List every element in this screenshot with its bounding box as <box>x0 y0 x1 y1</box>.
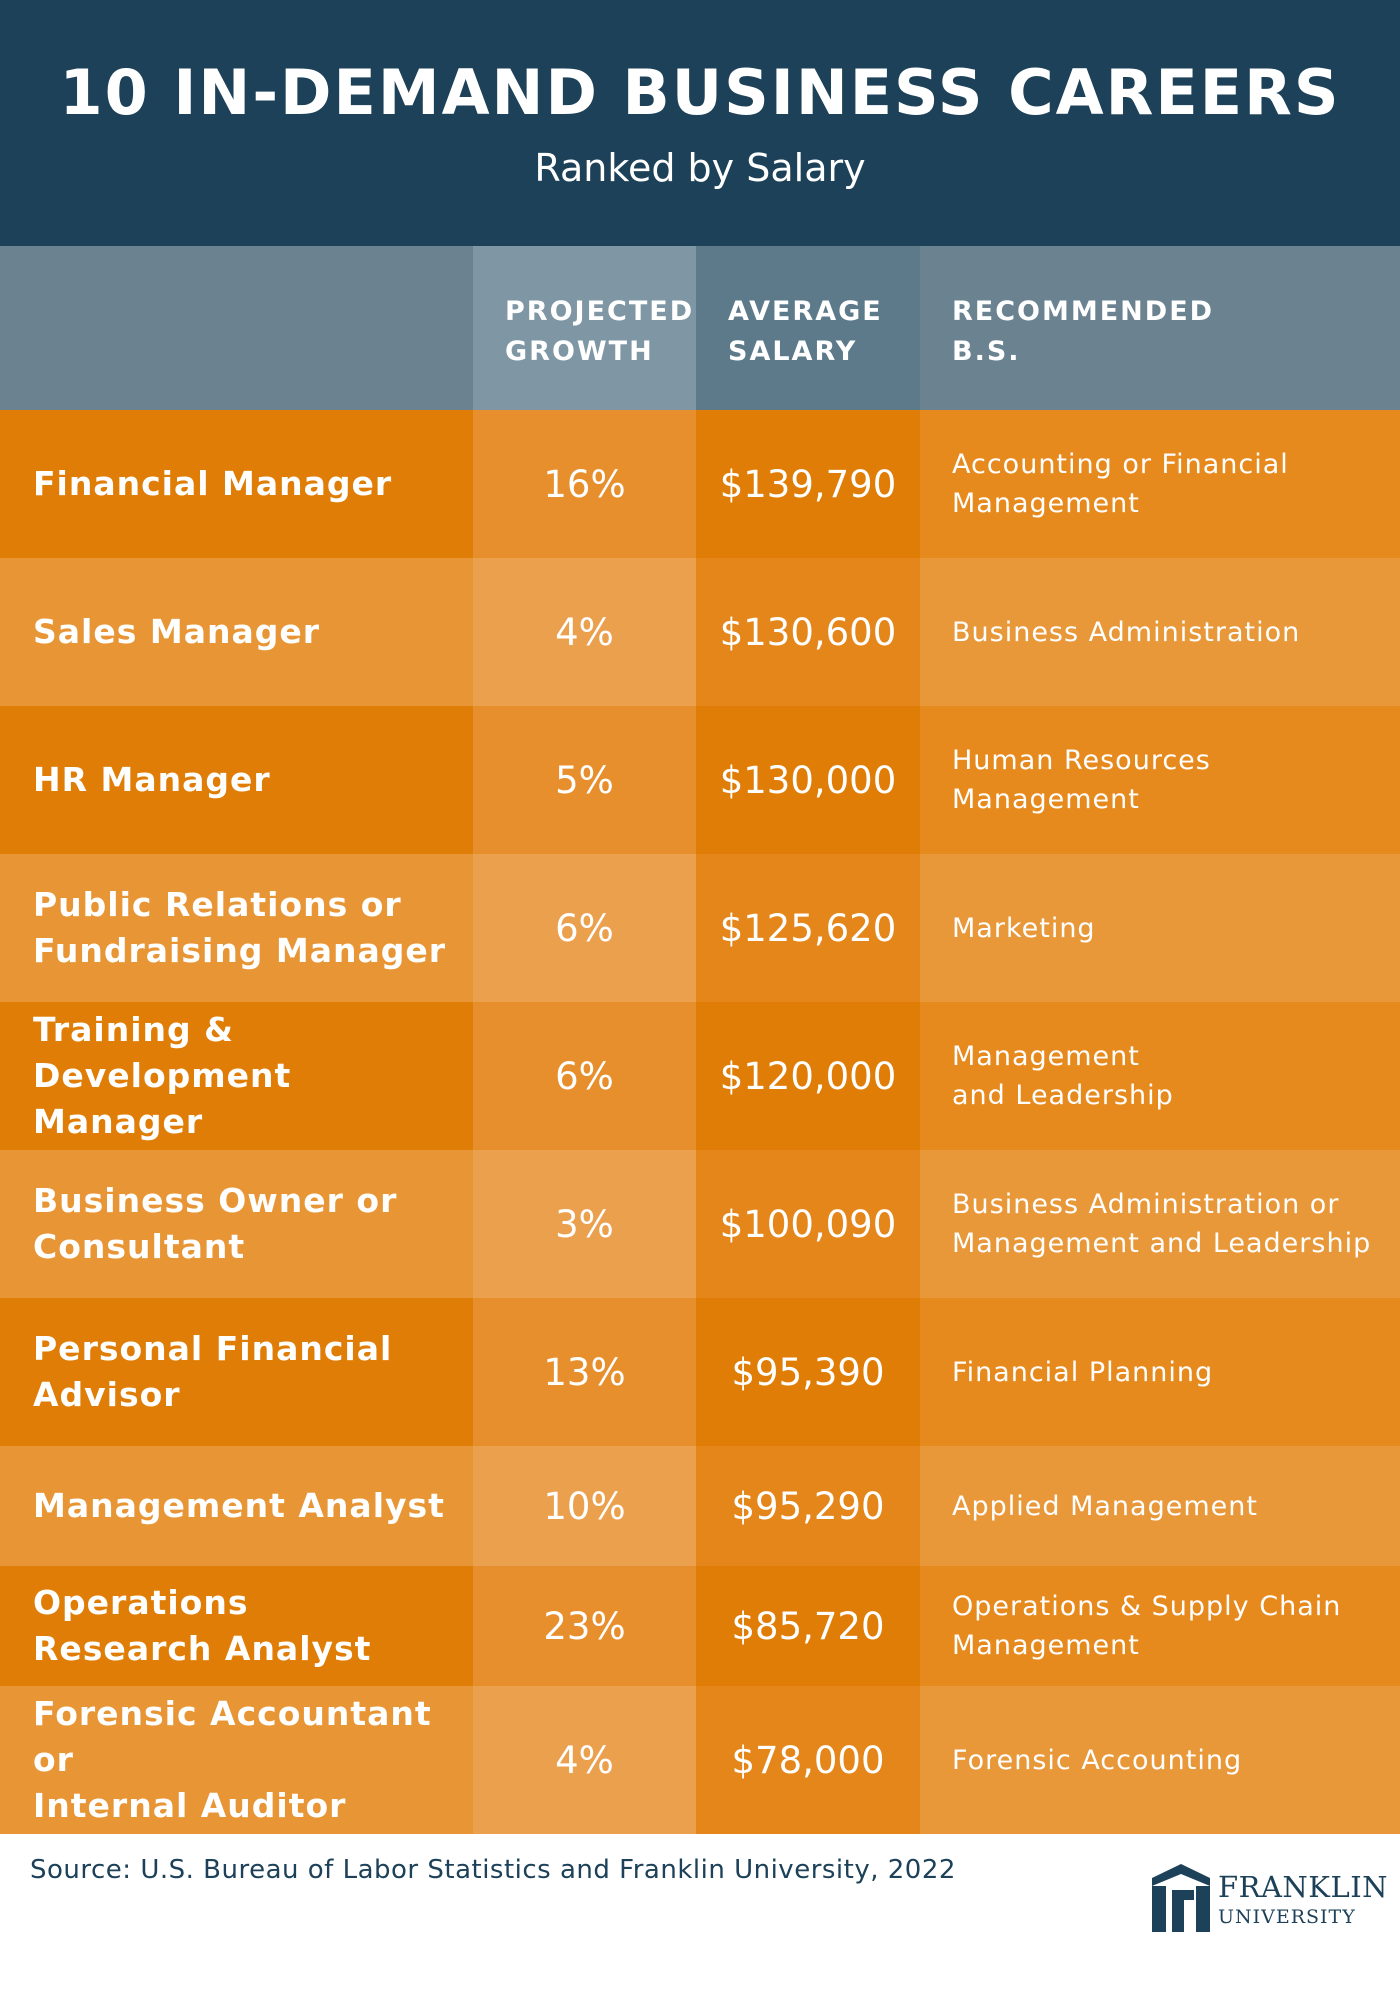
column-header-salary-line: AVERAGE <box>728 296 883 327</box>
career-name-cell <box>0 558 473 706</box>
recommended-bs: Business Administration or <box>952 1189 1340 1220</box>
table-row <box>0 410 1400 558</box>
career-name: Research Analyst <box>33 1629 372 1668</box>
career-name: Financial Manager <box>33 464 393 503</box>
career-name: HR Manager <box>33 760 271 799</box>
average-salary-cell: $125,620 <box>696 854 920 1002</box>
career-name: Advisor <box>33 1375 181 1414</box>
recommended-bs: Management <box>952 1041 1140 1072</box>
average-salary-cell: $85,720 <box>696 1566 920 1686</box>
recommended-bs: Management <box>952 488 1140 519</box>
column-header-bs-line: RECOMMENDED <box>952 296 1215 327</box>
career-name: Internal Auditor <box>33 1786 347 1825</box>
projected-growth-cell: 6% <box>473 1002 696 1150</box>
average-salary-cell: $130,000 <box>696 706 920 854</box>
franklin-logo-icon <box>1148 1860 1214 1932</box>
logo-text-university: UNIVERSITY <box>1218 1906 1356 1928</box>
table-row <box>0 1002 1400 1150</box>
source-note: Source: U.S. Bureau of Labor Statistics and Franklin University, 2022 <box>30 1855 956 1885</box>
recommended-bs-cell <box>920 558 1400 706</box>
table-row <box>0 706 1400 854</box>
recommended-bs: Business Administration <box>952 616 1301 648</box>
recommended-bs: Forensic Accounting <box>952 1744 1243 1776</box>
franklin-logo <box>1148 1856 1389 1932</box>
projected-growth-cell: 16% <box>473 410 696 558</box>
recommended-bs: Human Resources <box>952 745 1211 776</box>
career-name-cell <box>0 706 473 854</box>
column-header-bs-line: B.S. <box>952 336 1021 367</box>
projected-growth-cell: 23% <box>473 1566 696 1686</box>
projected-growth-cell: 13% <box>473 1298 696 1446</box>
table-row <box>0 1566 1400 1686</box>
recommended-bs-cell <box>920 1566 1400 1686</box>
recommended-bs-cell <box>920 1686 1400 1834</box>
column-header-career <box>0 246 473 410</box>
projected-growth-cell: 3% <box>473 1150 696 1298</box>
career-name: Development Manager <box>33 1056 292 1141</box>
projected-growth-cell: 10% <box>473 1446 696 1566</box>
projected-growth-cell: 4% <box>473 558 696 706</box>
career-name: Operations <box>33 1583 249 1622</box>
average-salary-cell: $95,390 <box>696 1298 920 1446</box>
projected-growth-cell: 4% <box>473 1686 696 1834</box>
career-name: Forensic Accountant or <box>33 1694 432 1779</box>
recommended-bs-cell <box>920 706 1400 854</box>
logo-text-franklin: FRANKLIN <box>1218 1870 1389 1904</box>
career-name-cell <box>0 1566 473 1686</box>
recommended-bs: Operations & Supply Chain <box>952 1591 1342 1622</box>
projected-growth-cell: 6% <box>473 854 696 1002</box>
table-row <box>0 558 1400 706</box>
career-name: Training & <box>33 1010 234 1049</box>
career-name-cell <box>0 410 473 558</box>
table-row <box>0 1686 1400 1834</box>
column-header-salary-line: SALARY <box>728 336 858 367</box>
table-row <box>0 1298 1400 1446</box>
recommended-bs: Accounting or Financial <box>952 449 1289 480</box>
recommended-bs-cell <box>920 854 1400 1002</box>
table-row <box>0 1150 1400 1298</box>
recommended-bs-cell <box>920 1446 1400 1566</box>
career-name-cell <box>0 1150 473 1298</box>
recommended-bs-cell <box>920 1002 1400 1150</box>
recommended-bs: Management <box>952 1630 1140 1661</box>
page-subtitle: Ranked by Salary <box>534 146 866 190</box>
recommended-bs: and Leadership <box>952 1080 1174 1111</box>
recommended-bs: Applied Management <box>952 1490 1258 1522</box>
table-row <box>0 854 1400 1002</box>
career-name-cell <box>0 1002 473 1150</box>
average-salary-cell: $100,090 <box>696 1150 920 1298</box>
column-header-recommended-bs <box>920 246 1400 410</box>
average-salary-cell: $120,000 <box>696 1002 920 1150</box>
recommended-bs: Management and Leadership <box>952 1228 1372 1259</box>
column-header-salary <box>696 246 920 410</box>
column-header-growth-line: GROWTH <box>505 336 654 367</box>
career-name: Public Relations or <box>33 885 402 924</box>
average-salary-cell: $95,290 <box>696 1446 920 1566</box>
average-salary-cell: $78,000 <box>696 1686 920 1834</box>
recommended-bs: Management <box>952 784 1140 815</box>
page-title: 10 IN-DEMAND BUSINESS CAREERS <box>59 56 1341 129</box>
average-salary-cell: $139,790 <box>696 410 920 558</box>
average-salary-cell: $130,600 <box>696 558 920 706</box>
column-header-growth-line: PROJECTED <box>505 296 695 327</box>
recommended-bs: Marketing <box>952 912 1096 944</box>
page-header <box>0 0 1400 246</box>
career-name: Personal Financial <box>33 1329 393 1368</box>
column-header-row <box>0 246 1400 410</box>
career-name: Consultant <box>33 1227 246 1266</box>
career-name: Management Analyst <box>33 1486 445 1525</box>
career-name-cell <box>0 1298 473 1446</box>
table-row <box>0 1446 1400 1566</box>
recommended-bs-cell <box>920 1150 1400 1298</box>
career-name: Business Owner or <box>33 1181 398 1220</box>
column-header-growth <box>473 246 696 410</box>
career-name: Fundraising Manager <box>33 931 447 970</box>
projected-growth-cell: 5% <box>473 706 696 854</box>
recommended-bs: Financial Planning <box>952 1356 1214 1388</box>
recommended-bs-cell <box>920 1298 1400 1446</box>
career-name-cell <box>0 854 473 1002</box>
career-name-cell <box>0 1446 473 1566</box>
recommended-bs-cell <box>920 410 1400 558</box>
career-name: Sales Manager <box>33 612 321 651</box>
career-name-cell <box>0 1686 473 1834</box>
